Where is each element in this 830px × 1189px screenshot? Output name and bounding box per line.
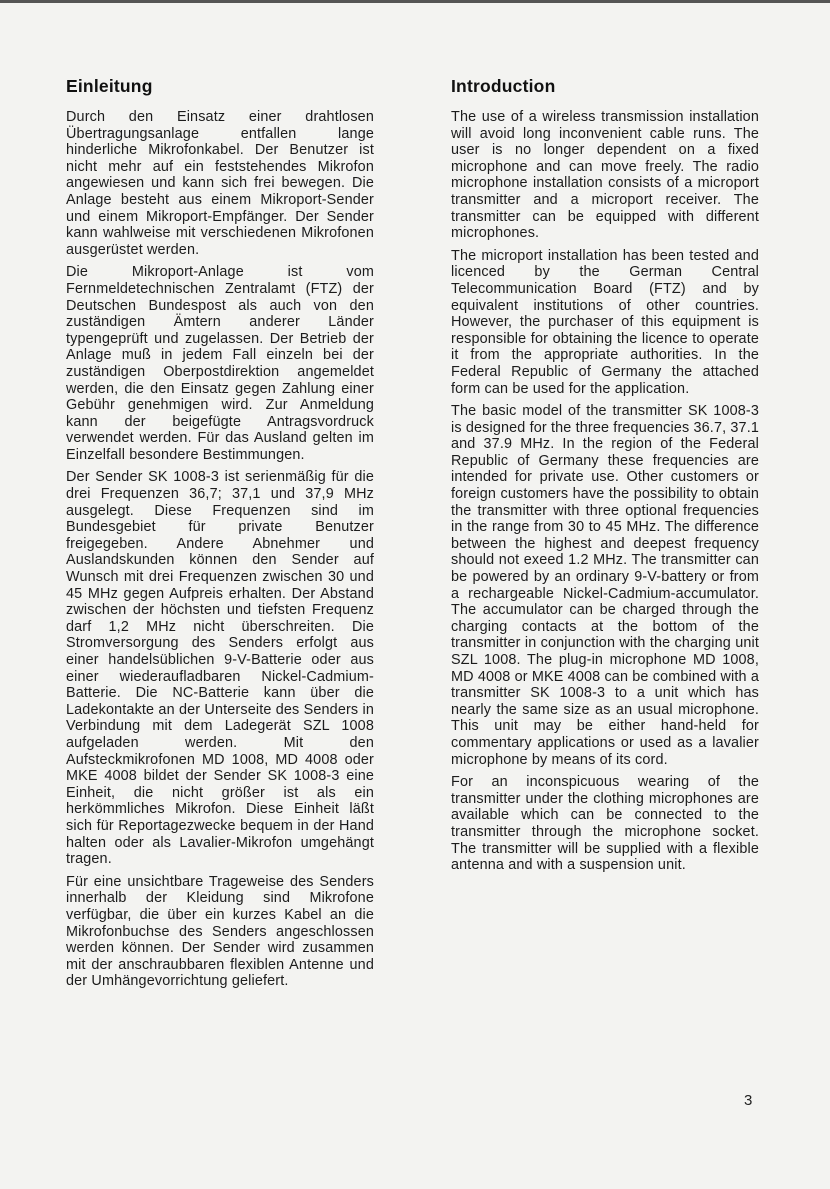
german-paragraph: Die Mikroport-Anlage ist vom Fernmeldetechnischen Zentralamt (FTZ) der Deutschen Bundespost als auch von den zuständigen Ämtern anderer Länder typengeprüft und zugelassen. Der Betrieb der Anlage muß in jedem Fall einzeln bei der zuständigen Oberpostdirektion angemeldet werden, die den Einsatz gegen Zahlung einer Gebühr genehmigen wird. Zur Anmeldung kann der beigefügte Antragsvordruck verwendet werden. Für das Ausland gelten im Einzelfall besondere Bestimmungen.	[66, 264, 374, 463]
page-number: 3	[744, 1092, 753, 1109]
german-paragraph: Für eine unsichtbare Trageweise des Senders innerhalb der Kleidung sind Mikrofone verfügbar, die über ein kurzes Kabel an die Mikrofonbuchse des Senders angeschlossen werden können. Der Sender wird zusammen mit der anschraubbaren flexiblen Antenne und der Umhängevorrichtung geliefert.	[66, 873, 374, 990]
german-column	[66, 76, 374, 996]
english-paragraph: The basic model of the transmitter SK 1008-3 is designed for the three frequencies 36.7, 37.1 and 37.9 MHz. In the region of the Federal Republic of Germany these frequencies are intended for private use. Other customers or foreign customers have the possibility to obtain the transmitter with three optional frequencies in the range from 30 to 45 MHz. The difference between the highest and deepest frequency should not exeed 1.2 MHz. The transmitter can be powered by an ordinary 9-V-battery or from a rechargeable Nickel-Cadmium-accumulator. The accumulator can be charged through the charging contacts at the bottom of the transmitter in conjunction with the charging unit SZL 1008. The plug-in microphone MD 1008, MD 4008 or MKE 4008 can be combined with a transmitter SK 1008-3 to a unit which has nearly the same size as an usual microphone. This unit may be either hand-held for commentary applications or used as a lavalier microphone by means of its cord.	[451, 403, 760, 768]
english-paragraph: The use of a wireless transmission installation will avoid long inconvenient cable runs. The user is no longer dependent on a fixed microphone and can move freely. The radio microphone installation consists of a microport transmitter and a microport receiver. The transmitter can be equipped with different microphones.	[451, 109, 759, 242]
english-column	[451, 76, 759, 880]
english-paragraph: For an inconspicuous wearing of the transmitter under the clothing microphones are available which can be connected to the transmitter through the microphone socket. The transmitter will be supplied with a flexible antenna and with a suspension unit.	[451, 774, 759, 874]
english-heading: Introduction	[451, 76, 556, 96]
german-heading: Einleitung	[66, 76, 153, 96]
english-paragraph: The microport installation has been tested and licenced by the German Central Telecommunication Board (FTZ) and by equivalent institutions of other countries. However, the purchaser of this equipment is responsible for obtaining the licence to operate it from the appropriate authorities. In the Federal Republic of Germany the attached form can be used for the application.	[451, 247, 759, 397]
german-paragraph: Durch den Einsatz einer drahtlosen Übertragungsanlage entfallen lange hinderliche Mikrofonkabel. Der Benutzer ist nicht mehr auf ein feststehendes Mikrofon angewiesen und kann sich frei bewegen. Die Anlage besteht aus einem Mikroport-Sender und einem Mikroport-Empfänger. Der Sender kann wahlweise mit verschiedenen Mikrofonen ausgerüstet werden.	[66, 109, 374, 258]
top-rule	[0, 0, 830, 3]
german-paragraph: Der Sender SK 1008-3 ist serienmäßig für die drei Frequenzen 36,7; 37,1 und 37,9 MHz ausgelegt. Diese Frequenzen sind im Bundesgebiet für private Benutzer freigegeben. Andere Abnehmer und Auslandskunden können den Sender auf Wunsch mit drei Frequenzen zwischen 30 und 45 MHz gegen Aufpreis erhalten. Der Abstand zwischen der höchsten und tiefsten Frequenz darf 1,2 MHz nicht überschreiten. Die Stromversorgung des Senders erfolgt aus einer handelsüblichen 9-V-Batterie oder aus einer wiederaufladbaren Nickel-Cadmium-Batterie. Die NC-Batterie kann über die Ladekontakte an der Unterseite des Senders in Verbindung mit dem Ladegerät SZL 1008 aufgeladen werden. Mit den Aufsteckmikrofonen MD 1008, MD 4008 oder MKE 4008 bildet der Sender SK 1008-3 eine Einheit, die nicht größer ist als ein herkömmliches Mikrofon. Diese Einheit läßt sich für Reportagezwecke bequem in der Hand halten oder als Lavalier-Mikrofon umgehängt tragen.	[66, 469, 374, 868]
